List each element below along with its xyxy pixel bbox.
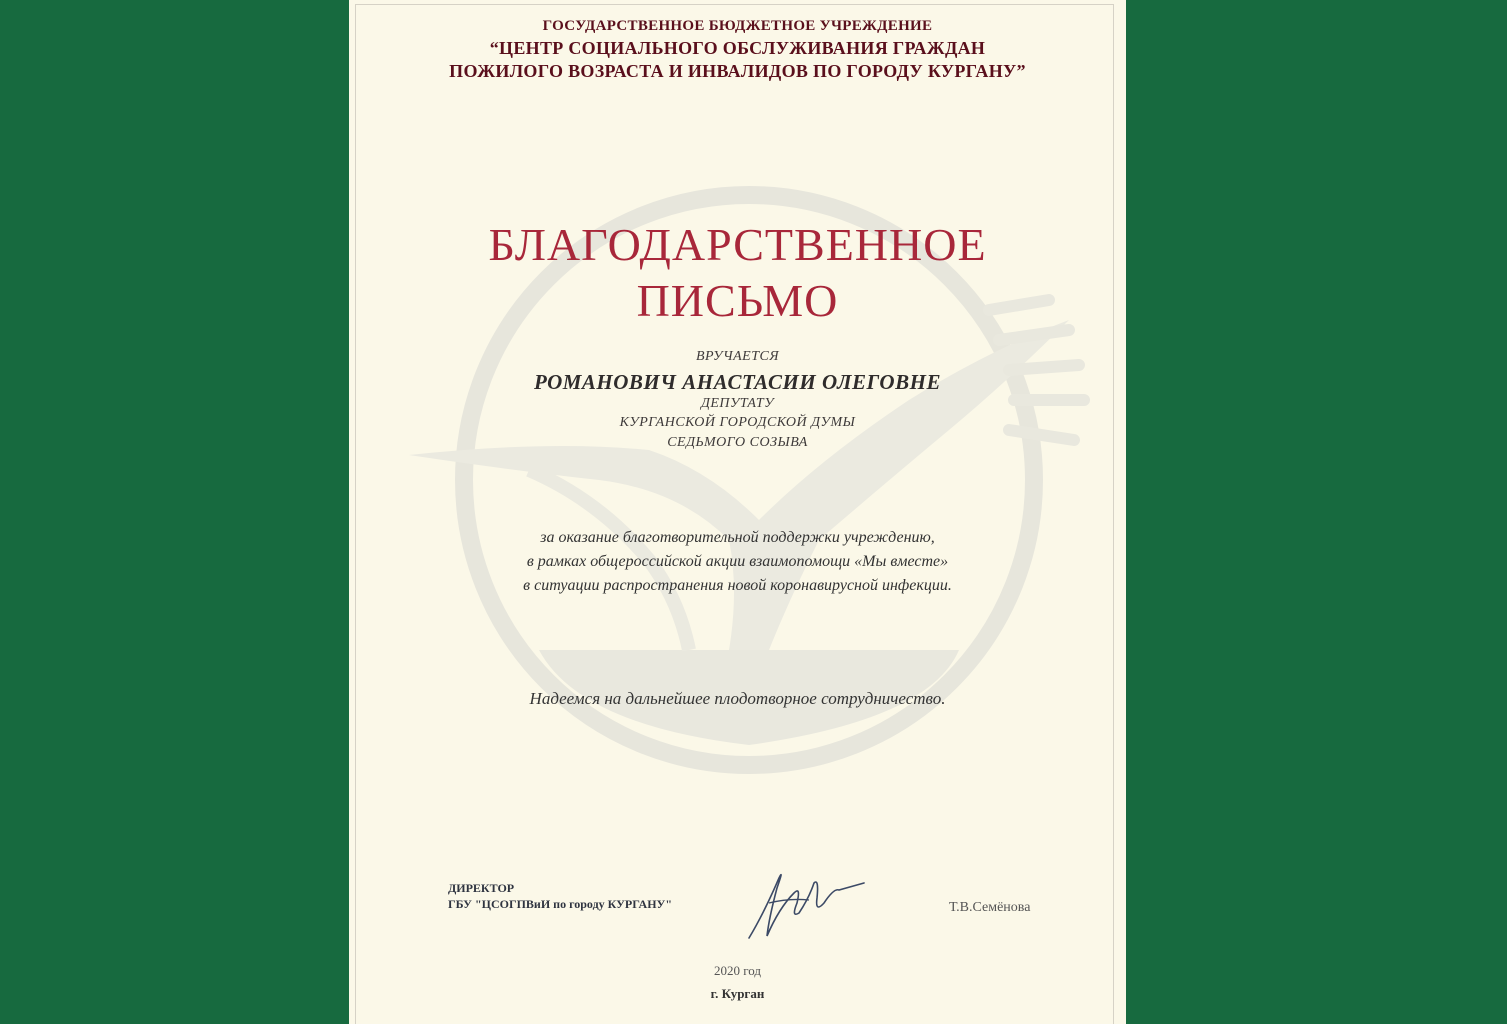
issue-year: 2020 год: [714, 963, 761, 978]
title-line-2: ПИСЬМО: [636, 275, 839, 326]
signature-image: [739, 858, 879, 948]
closing-text: Надеемся на дальнейшее плодотворное сотрудничество.: [529, 689, 946, 708]
reason-line-1: за оказание благотворительной поддержки учреждению,: [540, 529, 935, 546]
signatory-title: ДИРЕКТОР: [448, 881, 515, 895]
recipient-name: РОМАНОВИЧ АНАСТАСИИ ОЛЕГОВНЕ: [534, 370, 941, 394]
recipient-role-2: КУРГАНСКОЙ ГОРОДСКОЙ ДУМЫ: [619, 415, 856, 430]
header-line-1: ГОСУДАРСТВЕННОЕ БЮДЖЕТНОЕ УЧРЕЖДЕНИЕ: [542, 18, 933, 34]
reason-line-3: в ситуации распространения новой коронавирусной инфекции.: [523, 577, 952, 594]
title-line-1: БЛАГОДАРСТВЕННОЕ: [488, 219, 987, 270]
reason-line-2: в рамках общероссийской акции взаимопомощи «Мы вместе»: [526, 553, 949, 570]
issue-city: г. Курган: [710, 986, 765, 1001]
signatory-block: [448, 880, 672, 912]
recipient-role-3: СЕДЬМОГО СОЗЫВА: [667, 435, 808, 450]
header-line-3: ПОЖИЛОГО ВОЗРАСТА И ИНВАЛИДОВ ПО ГОРОДУ КУРГАНУ”: [449, 61, 1026, 81]
presented-label: ВРУЧАЕТСЯ: [695, 349, 780, 364]
crane-emblem-watermark: [349, 0, 1126, 1024]
recipient-role-1: ДЕПУТАТУ: [700, 396, 775, 411]
header-line-2: “ЦЕНТР СОЦИАЛЬНОГО ОБСЛУЖИВАНИЯ ГРАЖДАН: [489, 38, 986, 58]
certificate-paper: [349, 0, 1126, 1024]
signatory-name: Т.В.Семёнова: [949, 900, 1031, 915]
signatory-organization: ГБУ "ЦСОГПВиИ по городу КУРГАНУ": [448, 897, 673, 911]
